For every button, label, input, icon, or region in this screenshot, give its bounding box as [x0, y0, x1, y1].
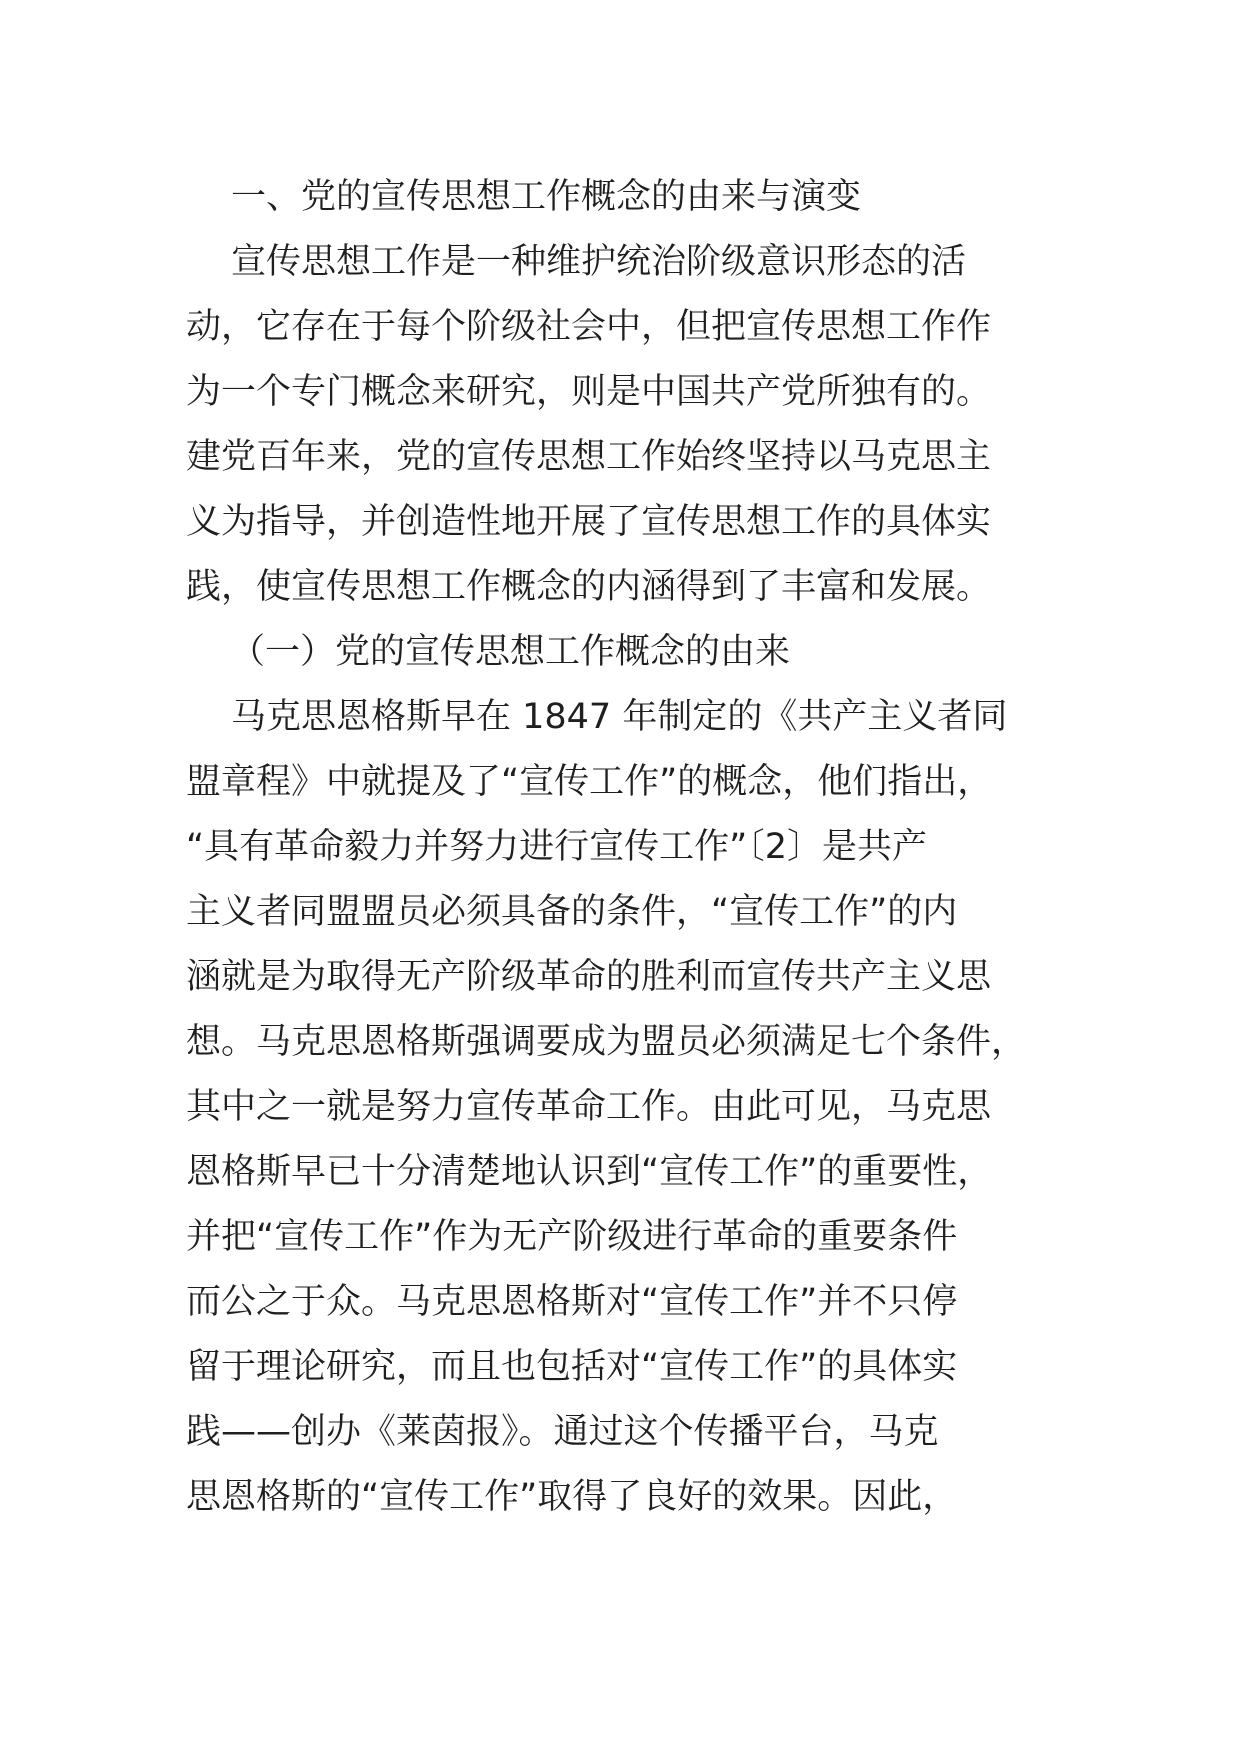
paragraph-line: 践——创办《莱茵报》。通过这个传播平台，马克: [186, 1412, 939, 1452]
paragraph-line: 思恩格斯的“宣传工作”取得了良好的效果。因此，: [186, 1477, 958, 1517]
paragraph-line: 而公之于众。马克思恩格斯对“宣传工作”并不只停: [186, 1282, 958, 1322]
paragraph-line: 建党百年来，党的宣传思想工作始终坚持以马克思主: [186, 437, 992, 477]
paragraph-line: 宣传思想工作是一种维护统治阶级意识形态的活: [231, 242, 967, 282]
section-heading: 一、党的宣传思想工作概念的由来与演变: [231, 177, 862, 217]
document-body: [186, 165, 1056, 1530]
paragraph-line: 践，使宣传思想工作概念的内涵得到了丰富和发展。: [186, 567, 992, 607]
paragraph-line: “具有革命毅力并努力进行宣传工作”〔2〕是共产: [186, 827, 928, 867]
paragraph-line: 恩格斯早已十分清楚地认识到“宣传工作”的重要性，: [186, 1152, 993, 1192]
paragraph-line: 义为指导，并创造性地开展了宣传思想工作的具体实: [186, 502, 992, 542]
paragraph: [186, 230, 1056, 620]
paragraph-line: 马克思恩格斯早在 1847 年制定的《共产主义者同: [231, 697, 1008, 737]
paragraph-line: 留于理论研究，而且也包括对“宣传工作”的具体实: [186, 1347, 958, 1387]
paragraph-line: 想。马克思恩格斯强调要成为盟员必须满足七个条件，: [186, 1022, 1027, 1062]
paragraph-line: 动，它存在于每个阶级社会中，但把宣传思想工作作: [186, 307, 992, 347]
paragraph-line: 其中之一就是努力宣传革命工作。由此可见，马克思: [186, 1087, 992, 1127]
paragraph-line: 主义者同盟盟员必须具备的条件，“宣传工作”的内: [186, 892, 958, 932]
subsection-heading: （一）党的宣传思想工作概念的由来: [230, 632, 791, 672]
paragraph-line: 盟章程》中就提及了“宣传工作”的概念，他们指出，: [186, 762, 993, 802]
paragraph-line: 并把“宣传工作”作为无产阶级进行革命的重要条件: [186, 1217, 958, 1257]
paragraph: [186, 685, 1056, 1530]
paragraph-line: 涵就是为取得无产阶级革命的胜利而宣传共产主义思: [186, 957, 992, 997]
paragraph-line: 为一个专门概念来研究，则是中国共产党所独有的。: [186, 372, 992, 412]
